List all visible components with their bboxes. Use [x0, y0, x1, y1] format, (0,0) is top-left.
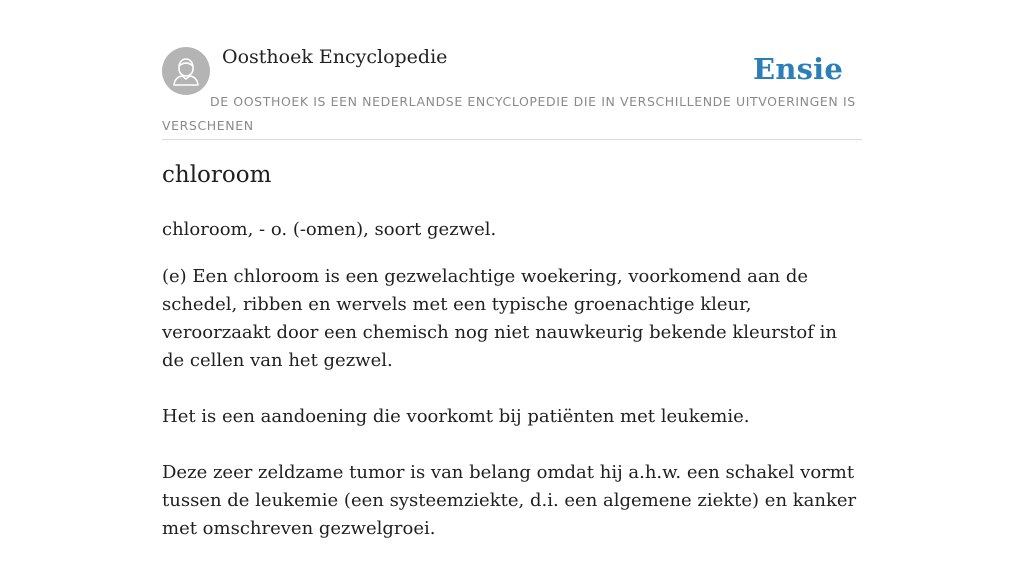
source-name-link[interactable]: Oosthoek Encyclopedie: [222, 46, 448, 68]
body-paragraph: Deze zeer zeldzame tumor is van belang omdat hij a.h.w. een schakel vormt tussen de leukemie (een systeemziekte, d.i. een algemene ziekte) en kanker met omschreven gezwelgroei.: [162, 462, 857, 539]
ensie-logo[interactable]: Ensie: [753, 52, 843, 86]
entry-definition: chloroom, - o. (-omen), soort gezwel.: [162, 219, 497, 240]
user-avatar-icon[interactable]: [162, 47, 210, 95]
body-paragraph: Het is een aandoening die voorkomt bij patiënten met leukemie.: [162, 406, 750, 427]
body-paragraph: (e) Een chloroom is een gezwelachtige woekering, voorkomend aan de schedel, ribben en wervels met een typische groenachtige kleur, veroorzaakt door een chemisch nog niet nauwkeurig bekende kleurstof in de cellen van het gezwel.: [162, 266, 837, 371]
entry-body: [162, 263, 862, 571]
entry-title: chloroom: [162, 162, 272, 188]
source-header: [162, 0, 862, 140]
page-content: [162, 0, 862, 539]
source-tagline: DE OOSTHOEK IS EEN NEDERLANDSE ENCYCLOPEDIE DIE IN VERSCHILLENDE UITVOERINGEN IS VERSCHENEN: [162, 94, 856, 133]
